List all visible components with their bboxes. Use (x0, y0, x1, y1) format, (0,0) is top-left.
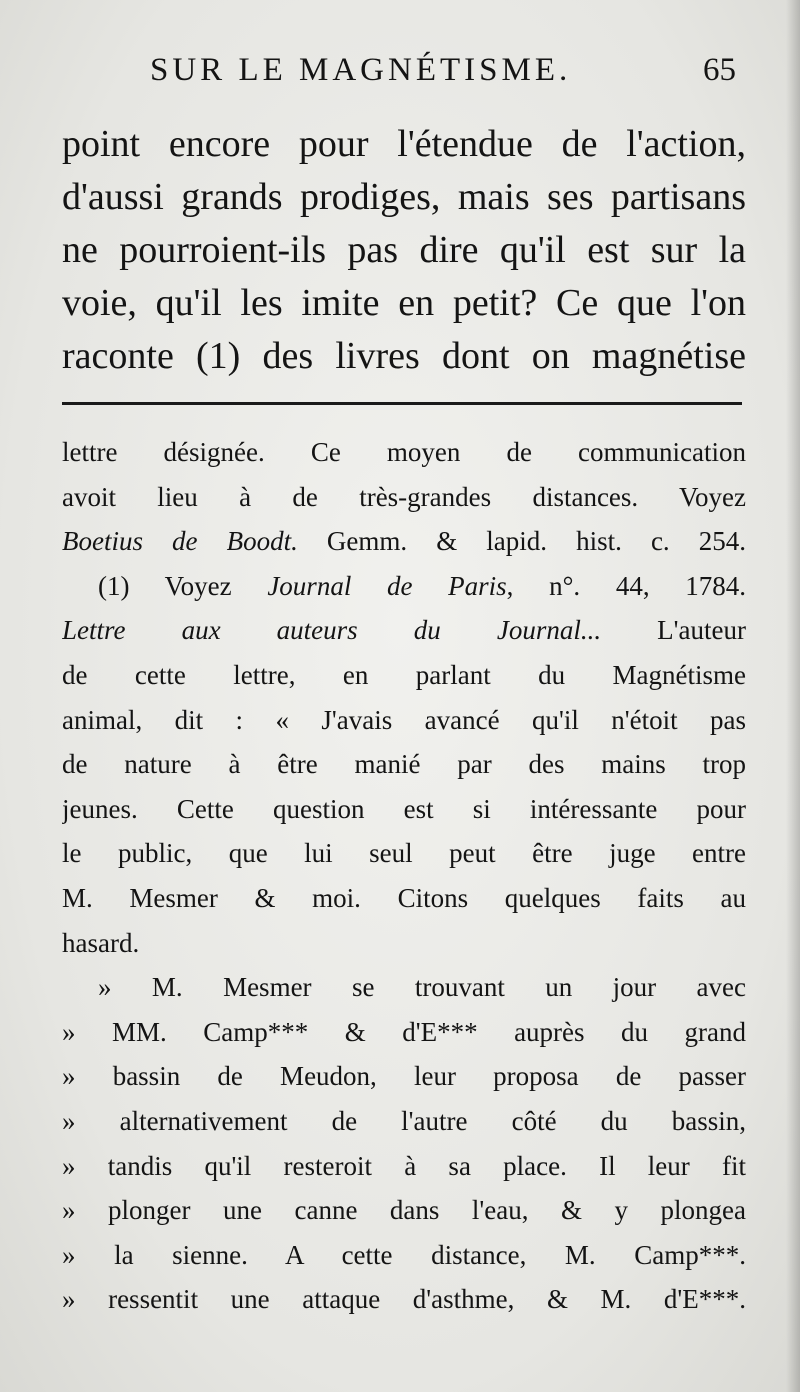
quote-line: » ressentit une attaque d'asthme, & M. d'E***. (62, 1284, 746, 1315)
footnote-line: M. Mesmer & moi. Citons quelques faits au (62, 882, 746, 913)
quote-line: » M. Mesmer se trouvant un jour avec (98, 972, 746, 1003)
footnotes (62, 430, 746, 1322)
footnote-line: lettre désignée. Ce moyen de communication (62, 437, 746, 467)
quote-line: » la sienne. A cette distance, M. Camp***. (62, 1239, 746, 1270)
main-text (62, 118, 746, 383)
journal-title: Journal de Paris (267, 570, 507, 601)
footnote-line: avoit lieu à de très-grandes distances. Voyez (62, 481, 746, 512)
footnote-line: de nature à être manié par des mains trop (62, 749, 746, 780)
footnote-line: animal, dit : « J'avais avancé qu'il n'étoit pas (62, 704, 746, 735)
citation-title: Boetius de Boodt. (62, 526, 298, 557)
text-line: ne pourroient-ils pas dire qu'il est sur la (62, 229, 746, 271)
letter-title: Lettre aux auteurs du Journal... (62, 615, 602, 646)
footnote-line (62, 608, 746, 653)
text-line: raconte (1) des livres dont on magnétise (62, 335, 746, 377)
footnote-line (62, 564, 746, 609)
footnote-marker-text: (1) Voyez (98, 570, 268, 601)
citation-ref: Gemm. & lapid. hist. c. 254. (297, 526, 746, 557)
footnote-line: jeunes. Cette question est si intéressante pour (62, 793, 746, 824)
quote-line: » tandis qu'il resteroit à sa place. Il leur fit (62, 1150, 746, 1181)
journal-ref: , n°. 44, 1784. (506, 570, 746, 601)
footnote-line: hasard. (62, 927, 140, 958)
footnote-line: le public, que lui seul peut être juge entre (62, 838, 746, 869)
footnote-line (62, 519, 746, 564)
page-number: 65 (703, 52, 736, 88)
quote-line: » alternativement de l'autre côté du bassin, (62, 1105, 746, 1136)
quote-line: » bassin de Meudon, leur proposa de passer (62, 1061, 746, 1092)
running-head: SUR LE MAGNÉTISME. (150, 52, 572, 88)
text-line: voie, qu'il les imite en petit? Ce que l'on (62, 282, 746, 324)
text-line: d'aussi grands prodiges, mais ses partisans (62, 176, 746, 218)
footnote-text: L'auteur (601, 615, 746, 646)
footnote-divider (62, 402, 742, 405)
text-line: point encore pour l'étendue de l'action, (62, 123, 746, 165)
quote-line: » MM. Camp*** & d'E*** auprès du grand (62, 1016, 746, 1047)
quote-line: » plonger une canne dans l'eau, & y plongea (62, 1195, 746, 1226)
page-header (150, 52, 740, 96)
page-edge-shadow (786, 0, 800, 1392)
footnote-line: de cette lettre, en parlant du Magnétisme (62, 659, 746, 690)
